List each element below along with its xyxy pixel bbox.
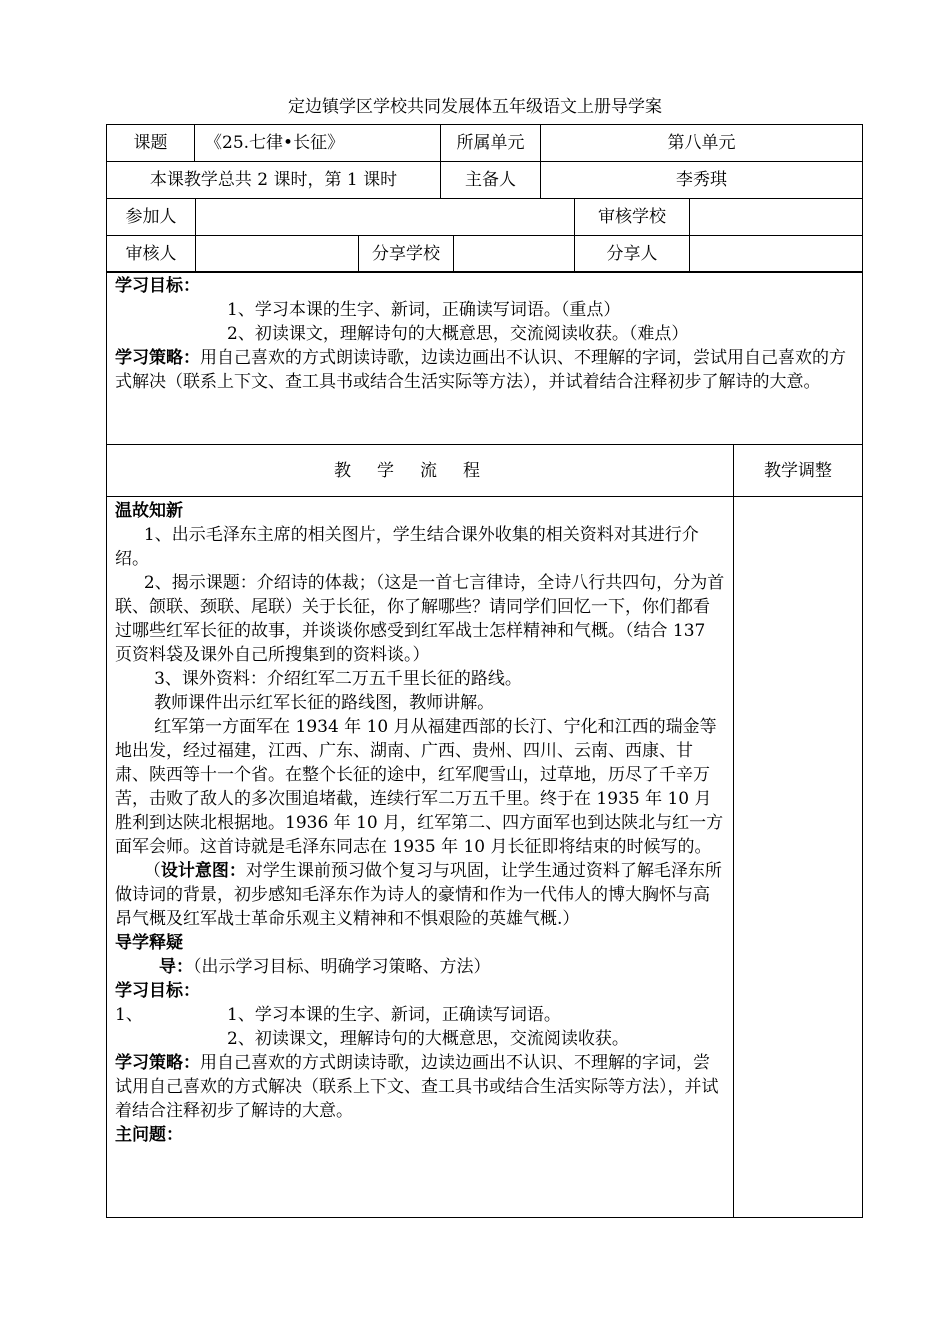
design-label: 设计意图： [160, 861, 246, 881]
reviewer-value [196, 236, 359, 273]
review-title: 温故知新 [115, 501, 183, 521]
hours-text: 本课教学总共 2 课时，第 1 课时 [107, 162, 441, 199]
strategy2-label: 学习策略： [115, 1053, 200, 1073]
flow-paragraph: 红军第一方面军在 1934 年 10 月从福建西部的长汀、宁化和江西的瑞金等地出发，经过福建，江西、广东、湖南、广西、贵州、四川、云南、西康、甘肃、陕西等十一个省。在整个长征的途中，红军爬雪山，过草地，历尽了千辛万苦，击败了敌人的多次围追堵截，连续行军二万五千里。终于在 1935 年 10 月胜利到达陕北根据地。1936 年 10 月，红军第二、四方面军也到达陕北与红一方面军会师。这首诗就是毛泽东同志在 1935 年 10 月长征即将结束的时候写的。 [115, 717, 724, 857]
sharer-value [690, 236, 863, 273]
review-table [106, 198, 863, 273]
flow-paragraph: 1、出示毛泽东主席的相关图片，学生结合课外收集的相关资料对其进行介绍。 [115, 525, 699, 569]
document-title: 定边镇学区学校共同发展体五年级语文上册导学案 [288, 97, 662, 117]
topic-value: 《25.七律•长征》 [195, 125, 441, 162]
topic-label: 课题 [107, 125, 195, 162]
share-school-label: 分享学校 [359, 236, 454, 273]
participants-value [196, 199, 575, 236]
guide-label: 导： [159, 957, 193, 977]
unit-label: 所属单元 [441, 125, 541, 162]
main-question-title: 主问题： [115, 1125, 183, 1145]
objectives2-title: 学习目标： [115, 981, 200, 1001]
design-open: （ [143, 861, 161, 881]
objective2-item: 1、学习本课的生字、新词，正确读写词语。 [227, 1005, 561, 1025]
flow-paragraph: 2、揭示课题：介绍诗的体裁；（这是一首七言律诗，全诗八行共四句，分为首联、颌联、颈联、尾联）关于长征，你了解哪些？请同学们回忆一下，你们都看过哪些红军长征的故事，并谈谈你感受到红军战士怎样精神和气概。（结合 137 页资料袋及课外自己所搜集到的资料谈。） [115, 573, 725, 665]
review-school-value [690, 199, 863, 236]
lesson-table [106, 271, 863, 1218]
guide-text: （出示学习目标、明确学习策略、方法） [193, 957, 491, 977]
adjust-column [734, 497, 863, 1218]
objective-item: 1、学习本课的生字、新词，正确读写词语。（重点） [227, 300, 621, 320]
preparer-value: 李秀琪 [541, 162, 863, 199]
guide-title: 导学释疑 [115, 933, 183, 953]
unit-value: 第八单元 [541, 125, 863, 162]
review-school-label: 审核学校 [575, 199, 690, 236]
strategy-text: 用自己喜欢的方式朗读诗歌，边读边画出不认识、不理解的字词，尝试用自己喜欢的方式解决（联系上下文、查工具书或结合生活实际等方法），并试着结合注释初步了解诗的大意。 [115, 348, 846, 392]
preparer-label: 主备人 [441, 162, 541, 199]
design-text: 对学生课前预习做个复习与巩固，让学生通过资料了解毛泽东所做诗词的背景，初步感知毛泽东作为诗人的豪情和作为一代伟人的博大胸怀与高昂气概及红军战士革命乐观主义精神和不惧艰险的英雄气概.） [115, 861, 722, 929]
flow-header: 教学流程 [107, 445, 734, 497]
adjust-header: 教学调整 [734, 445, 863, 497]
sharer-label: 分享人 [575, 236, 690, 273]
flow-paragraph: 教师课件出示红军长征的路线图，教师讲解。 [154, 693, 495, 713]
participants-label: 参加人 [107, 199, 196, 236]
objective-item: 2、初读课文，理解诗句的大概意思，交流阅读收获。（难点） [227, 324, 689, 344]
objective2-item: 2、初读课文，理解诗句的大概意思，交流阅读收获。 [227, 1029, 629, 1049]
share-school-value [454, 236, 575, 273]
strategy2-text: 用自己喜欢的方式朗读诗歌，边读边画出不认识、不理解的字词，尝试用自己喜欢的方式解决（联系上下文、查工具书或结合生活实际等方法），并试着结合注释初步了解诗的大意。 [115, 1053, 719, 1121]
objectives-title: 学习目标： [115, 276, 200, 296]
header-table [106, 124, 863, 199]
strategy-label: 学习策略： [115, 348, 200, 368]
objective2-prefix: 1、 [115, 1005, 143, 1025]
flow-paragraph: 3、课外资料：介绍红军二万五千里长征的路线。 [154, 669, 522, 689]
flow-content [107, 497, 734, 1218]
reviewer-label: 审核人 [107, 236, 196, 273]
objectives-cell [107, 272, 863, 445]
